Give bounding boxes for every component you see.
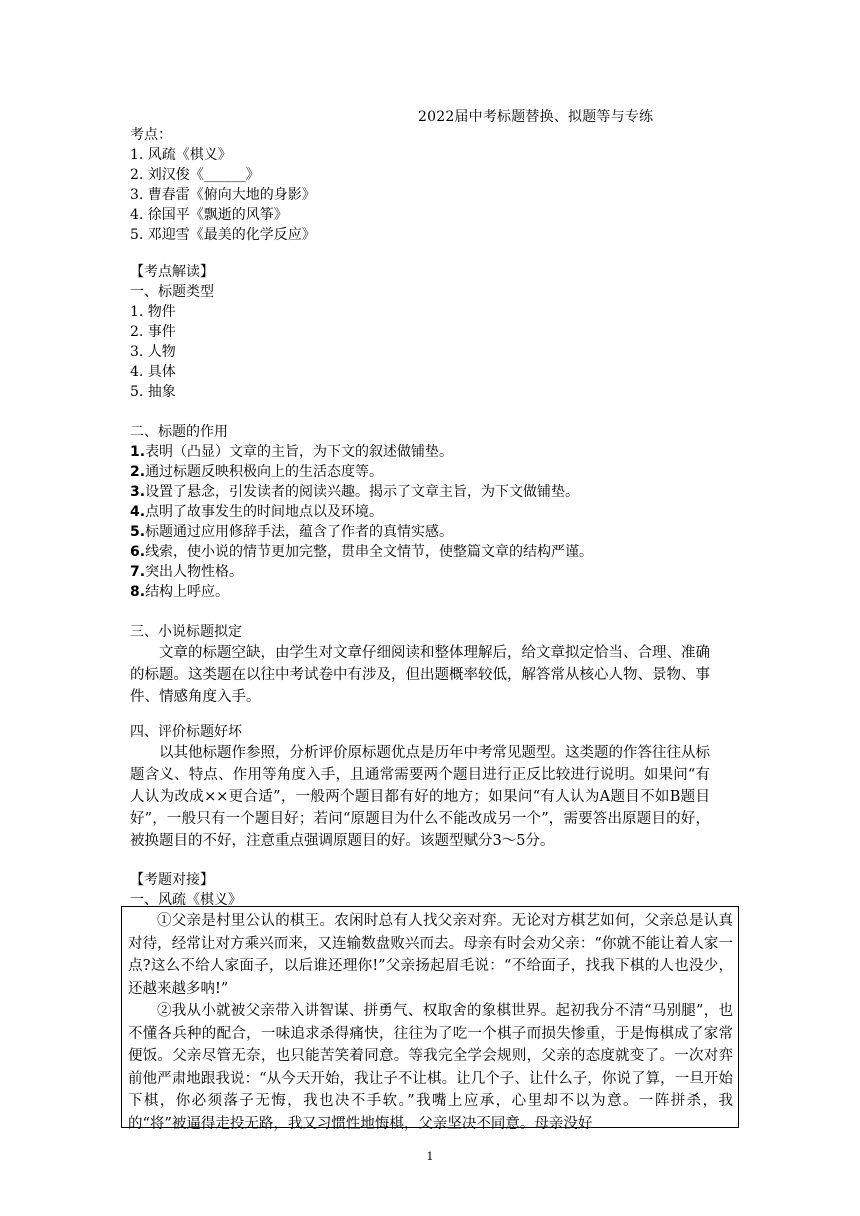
function-item bbox=[130, 522, 730, 542]
jiedu-section bbox=[130, 262, 730, 852]
reading-passage-box bbox=[121, 906, 739, 1132]
function-item bbox=[130, 482, 730, 502]
kaodian-item: 2. 刘汉俊《______》 bbox=[130, 167, 260, 183]
type-item: 4. 具体 bbox=[130, 364, 176, 380]
item-text: 通过标题反映积极向上的生活态度等。 bbox=[145, 464, 384, 480]
kaodian-heading: 考点： bbox=[130, 127, 172, 143]
function-item bbox=[130, 582, 730, 602]
kaodian-item: 1. 风疏《棋义》 bbox=[130, 147, 232, 163]
kaodian-section bbox=[130, 125, 730, 245]
item-text: 表明（凸显）文章的主旨，为下文的叙述做铺垫。 bbox=[145, 444, 454, 460]
type-item: 5. 抽象 bbox=[130, 384, 176, 400]
item-number: 8. bbox=[130, 584, 146, 600]
passage-paragraph: ②我从小就被父亲带入讲智谋、拼勇气、权取舍的象棋世界。起初我分不清“马别腿”，也不懂各兵种的配合，一味追求杀得痛快，往往为了吃一个棋子而损失惨重，于是悔棋成了家常便饭。父亲尽管无奈，也只能苦笑着同意。等我完全学会规则，父亲的态度就变了。一次对弈前他严肃地跟我说：“从今天开始，我让子不让棋。让几个子、让什么子，你说了算，一旦开始下棋，你必须落子无悔，我也决不手软。”我嘴上应承，心里却不以为意。一阵拼杀，我的“将”被逼得走投无路，我又习惯性地悔棋，父亲坚决不同意。母亲没好 bbox=[128, 1003, 733, 1132]
item-text: 标题通过应用修辞手法，蕴含了作者的真情实感。 bbox=[145, 524, 454, 540]
item-text: 突出人物性格。 bbox=[145, 564, 244, 580]
section-heading: 四、评价标题好坏 bbox=[130, 724, 242, 740]
item-text: 点明了故事发生的时间地点以及环境。 bbox=[145, 504, 384, 520]
item-number: 3. bbox=[130, 484, 146, 500]
item-text: 设置了悬念，引发读者的阅读兴趣。揭示了文章主旨，为下文做铺垫。 bbox=[145, 484, 580, 500]
item-number: 7. bbox=[130, 564, 146, 580]
type-item: 1. 物件 bbox=[130, 304, 176, 320]
duijie-section bbox=[130, 870, 730, 910]
section-heading: 二、标题的作用 bbox=[130, 424, 228, 440]
item-number: 5. bbox=[130, 524, 146, 540]
jiedu-heading: 【考点解读】 bbox=[130, 264, 214, 280]
item-text: 线索，使小说的情节更加完整，贯串全文情节，使整篇文章的结构严谨。 bbox=[145, 544, 594, 560]
section-heading: 一、标题类型 bbox=[130, 284, 214, 300]
function-item bbox=[130, 502, 730, 522]
document-title: 2022届中考标题替换、拟题等与专练 bbox=[418, 109, 654, 125]
paragraph: 文章的标题空缺，由学生对文章仔细阅读和整体理解后，给文章拟定恰当、合理、准确的标题。这类题在以往中考试卷中有涉及，但出题概率较低，解答常从核心人物、景物、事件、情感角度入手。 bbox=[130, 645, 710, 705]
function-item bbox=[130, 442, 730, 462]
function-item bbox=[130, 542, 730, 562]
item-number: 6. bbox=[130, 544, 146, 560]
item-number: 2. bbox=[130, 464, 146, 480]
page-number: 1 bbox=[426, 1150, 434, 1163]
item-number: 4. bbox=[130, 504, 146, 520]
function-item bbox=[130, 562, 730, 582]
item-text: 结构上呼应。 bbox=[145, 584, 230, 600]
item-number: 1. bbox=[130, 444, 146, 460]
kaodian-item: 5. 邓迎雪《最美的化学反应》 bbox=[130, 227, 316, 243]
type-item: 3. 人物 bbox=[130, 344, 176, 360]
section-heading: 一、风疏《棋义》 bbox=[130, 892, 242, 908]
kaodian-item: 4. 徐国平《飘逝的风筝》 bbox=[130, 207, 288, 223]
function-item bbox=[130, 462, 730, 482]
section-heading: 三、小说标题拟定 bbox=[130, 624, 242, 640]
duijie-heading: 【考题对接】 bbox=[130, 872, 214, 888]
paragraph: 以其他标题作参照，分析评价原标题优点是历年中考常见题型。这类题的作答往往从标题含义、特点、作用等角度入手，且通常需要两个题目进行正反比较进行说明。如果问“有人认为改成××更合适”，一般两个题目都有好的地方；如果问“有人认为A题目不如B题目好”，一般只有一个题目好；若问“原题目为什么不能改成另一个”，需要答出原题目的好，被换题目的不好，注意重点强调原题目的好。该题型赋分3～5分。 bbox=[130, 745, 710, 849]
kaodian-item: 3. 曹春雷《俯向大地的身影》 bbox=[130, 187, 316, 203]
type-item: 2. 事件 bbox=[130, 324, 176, 340]
passage-paragraph: ①父亲是村里公认的棋王。农闲时总有人找父亲对弈。无论对方棋艺如何，父亲总是认真对待，经常让对方乘兴而来，又连输数盘败兴而去。母亲有时会劝父亲：“你就不能让着人家一点?这么不给人家面子，以后谁还理你!”父亲扬起眉毛说：“不给面子，找我下棋的人也没少，还越来越多呐!” bbox=[128, 913, 733, 997]
